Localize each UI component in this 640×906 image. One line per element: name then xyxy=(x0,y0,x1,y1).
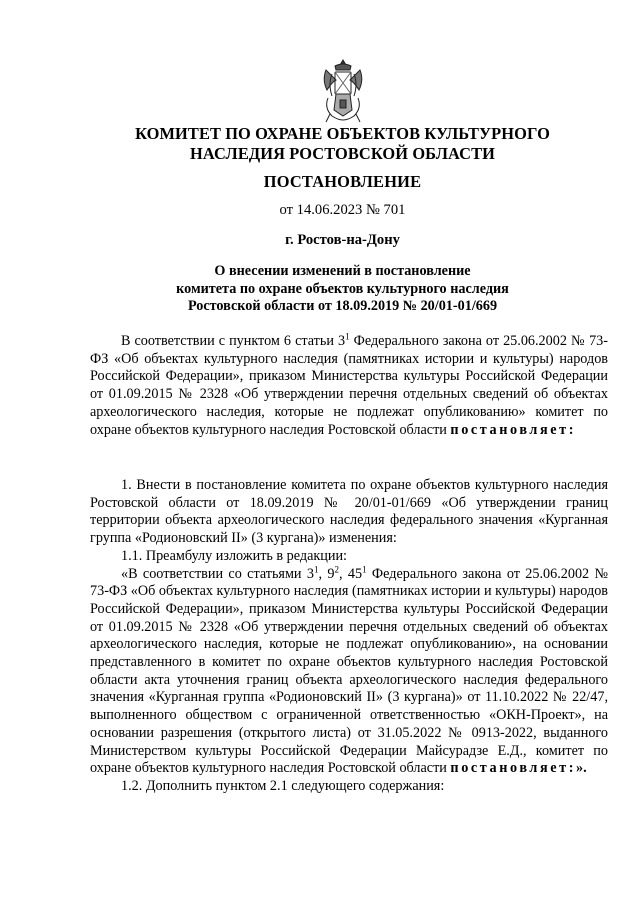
resolves-word: постановляет: xyxy=(450,421,577,438)
resolves-word: постановляет: xyxy=(450,760,577,777)
org-name-line-1: КОМИТЕТ ПО ОХРАНЕ ОБЪЕКТОВ КУЛЬТУРНОГО xyxy=(135,124,550,143)
preamble-paragraph xyxy=(90,333,608,439)
subject-line-3: Ростовской области от 18.09.2019 № 20/01-01/669 xyxy=(187,298,498,315)
text-run: , 9 xyxy=(318,565,335,582)
text-run: Федерального закона от 25.06.2002 № 73-ФЗ «Об объектах культурного наследия (памятниках истории и культуры) народов Российской Федерации», приказом Министерства культуры Российской Федерации от 01.09.2015 № 2328 «Об утверждении перечня отдельных сведений об объектах археологического наследия, которые не подлежат опубликованию» комитет по охране объектов культурного наследия Ростовской области xyxy=(90,333,608,438)
text-run: «В соответствии со статьями 3 xyxy=(121,565,314,582)
date-and-number: от 14.06.2023 № 701 xyxy=(279,202,406,218)
city: г. Ростов-на-Дону xyxy=(285,232,400,248)
superscript: 1 xyxy=(345,331,350,342)
text-run: ». xyxy=(576,760,587,777)
item-1-1-paragraph: 1.1. Преамбулу изложить в редакции: xyxy=(121,547,347,564)
text-run: Федерального закона от 25.06.2002 № 73-ФЗ «Об объектах культурного наследия (памятниках истории и культуры) народов Российской Федерации», приказом Министерства культуры Российской Федерации от 01.09.2015 № 2328 «Об утверждении перечня отдельных сведений об объектах археологического наследия, которые не подлежат опубликованию», на основании представленного в комитет по охране объектов культурного наследия Ростовской области акта уточнения границ объекта археологического наследия федерального значения «Курганная группа «Родионовский II» (3 кургана)» от 11.10.2022 № 22/47, выполненного обществом с ограниченной ответственностью «ОКН-Проект», на основании разрешения (открытого листа) от 31.05.2022 № 0913-2022, выданного Министерством культуры Российской Федерации Майсурадзе Е.Д., комитет по охране объектов культурного наследия Ростовской области xyxy=(90,565,609,777)
document-type: ПОСТАНОВЛЕНИЕ xyxy=(263,172,422,191)
document-subject xyxy=(90,263,595,316)
resolution-body xyxy=(90,477,608,796)
organization-name xyxy=(90,124,595,164)
item-1-paragraph: 1. Внести в постановление комитета по охране объектов культурного наследия Ростовской области от 18.09.2019 № 20/01-01/669 «Об утверждении границ территории объекта археологического наследия федерального значения «Курганная группа «Родионовский II» (3 кургана)» изменения: xyxy=(90,477,608,547)
item-1-2-paragraph: 1.2. Дополнить пунктом 2.1 следующего содержания: xyxy=(121,777,445,794)
superscript: 1 xyxy=(362,563,367,574)
subject-line-2: комитета по охране объектов культурного наследия xyxy=(176,280,509,297)
text-run: , 45 xyxy=(338,565,363,582)
org-name-line-2: НАСЛЕДИЯ РОСТОВСКОЙ ОБЛАСТИ xyxy=(190,144,495,163)
superscript: 2 xyxy=(334,563,339,574)
subject-line-1: О внесении изменений в постановление xyxy=(214,263,471,279)
new-preamble-paragraph xyxy=(90,563,609,778)
text-run: В соответствии с пунктом 6 статьи 3 xyxy=(121,333,346,349)
superscript: 1 xyxy=(313,563,319,574)
coat-of-arms-emblem xyxy=(318,58,368,124)
